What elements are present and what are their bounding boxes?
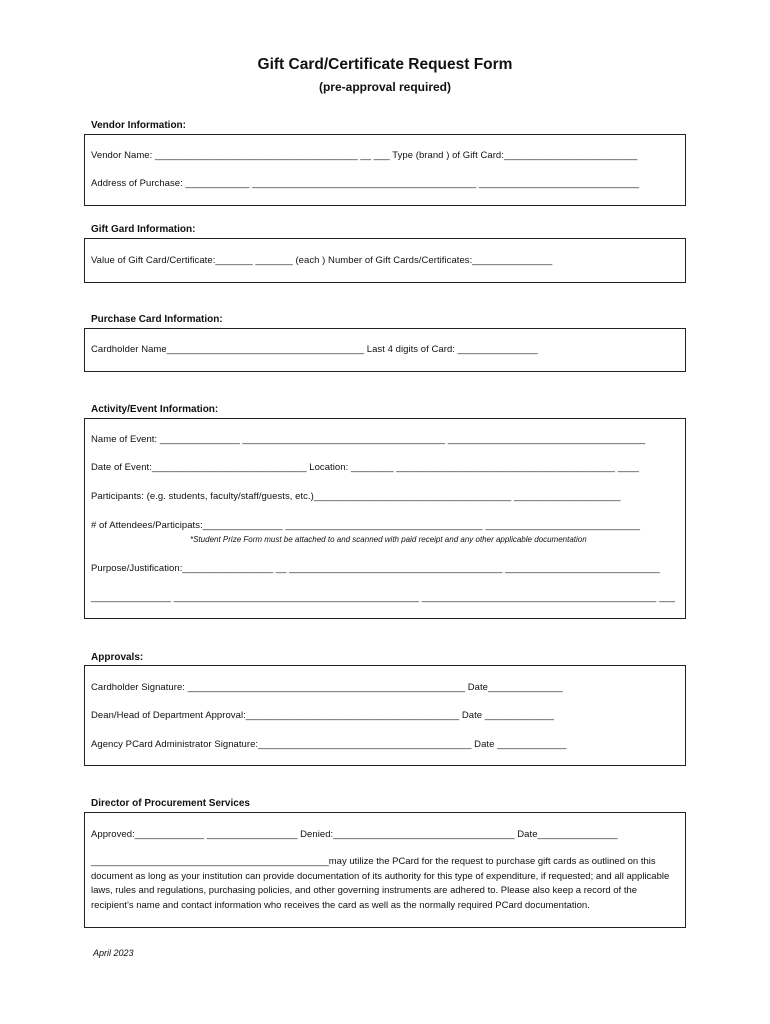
approvals-section-box [84, 665, 686, 766]
event-purpose-continued-field[interactable]: _______________ ______________________________________________ ____________________________________________ ___ [91, 592, 676, 603]
giftcard-value-field[interactable]: Value of Gift Card/Certificate:_______ _______ (each ) Number of Gift Cards/Certificates:_______________ [91, 255, 553, 266]
event-attendees-field[interactable]: # of Attendees/Participats:_______________ _____________________________________ _____________________________ [91, 520, 641, 531]
cardholder-name-field[interactable]: Cardholder Name_____________________________________ Last 4 digits of Card: _______________ [91, 344, 538, 355]
event-section-label: Activity/Event Information: [91, 404, 219, 415]
vendor-section-box [84, 134, 686, 206]
approvals-section-label: Approvals: [91, 652, 144, 663]
purchase-card-section-label: Purchase Card Information: [91, 314, 223, 325]
event-purpose-field[interactable]: Purpose/Justification:_________________ __ ________________________________________ _____________________________ [91, 563, 660, 574]
event-date-location-field[interactable]: Date of Event:_____________________________ Location: ________ _________________________________________ ____ [91, 462, 640, 473]
procurement-section-label: Director of Procurement Services [91, 798, 250, 809]
procurement-section-box [84, 812, 686, 928]
vendor-section-label: Vendor Information: [91, 120, 186, 131]
procurement-decision-field[interactable]: Approved:_____________ _________________ Denied:__________________________________ Date_______________ [91, 829, 618, 840]
dean-approval-field[interactable]: Dean/Head of Department Approval:________________________________________ Date _____________ [91, 710, 555, 721]
giftcard-section-label: Gift Gard Information: [91, 224, 196, 235]
giftcard-section-box [84, 238, 686, 283]
event-name-field[interactable]: Name of Event: _______________ ______________________________________ _____________________________________ [91, 434, 646, 445]
footer-date: April 2023 [93, 948, 134, 958]
cardholder-signature-field[interactable]: Cardholder Signature: ____________________________________________________ Date______________ [91, 682, 563, 693]
form-subtitle: (pre-approval required) [318, 80, 452, 94]
vendor-address-field[interactable]: Address of Purchase: ____________ __________________________________________ ______________________________ [91, 178, 639, 189]
event-section-box [84, 418, 686, 619]
procurement-authorization-text: _____________________________________________may utilize the PCard for the request to purchase gift cards as outlined on this document as long as your institution can provide documentation of its authority for this type of expenditure, if requested; and all applicable laws, rules and regulations, purchasing policies, and other governing instruments are adhered to. Please also keep a record of the recipient’s name and contact information who receives the card as well as the normally required PCard documentation. [91, 856, 670, 911]
vendor-name-field[interactable]: Vendor Name: ______________________________________ __ ___ Type (brand ) of Gift Card:_________________________ [91, 150, 638, 161]
form-title: Gift Card/Certificate Request Form [257, 56, 513, 73]
event-participants-field[interactable]: Participants: (e.g. students, faculty/staff/guests, etc.)_____________________________________ ____________________ [91, 491, 621, 502]
purchase-card-section-box [84, 328, 686, 372]
pcard-admin-signature-field[interactable]: Agency PCard Administrator Signature:________________________________________ Date _____________ [91, 739, 567, 750]
student-prize-note: *Student Prize Form must be attached to and scanned with paid receipt and any other applicable documentation [190, 535, 587, 544]
